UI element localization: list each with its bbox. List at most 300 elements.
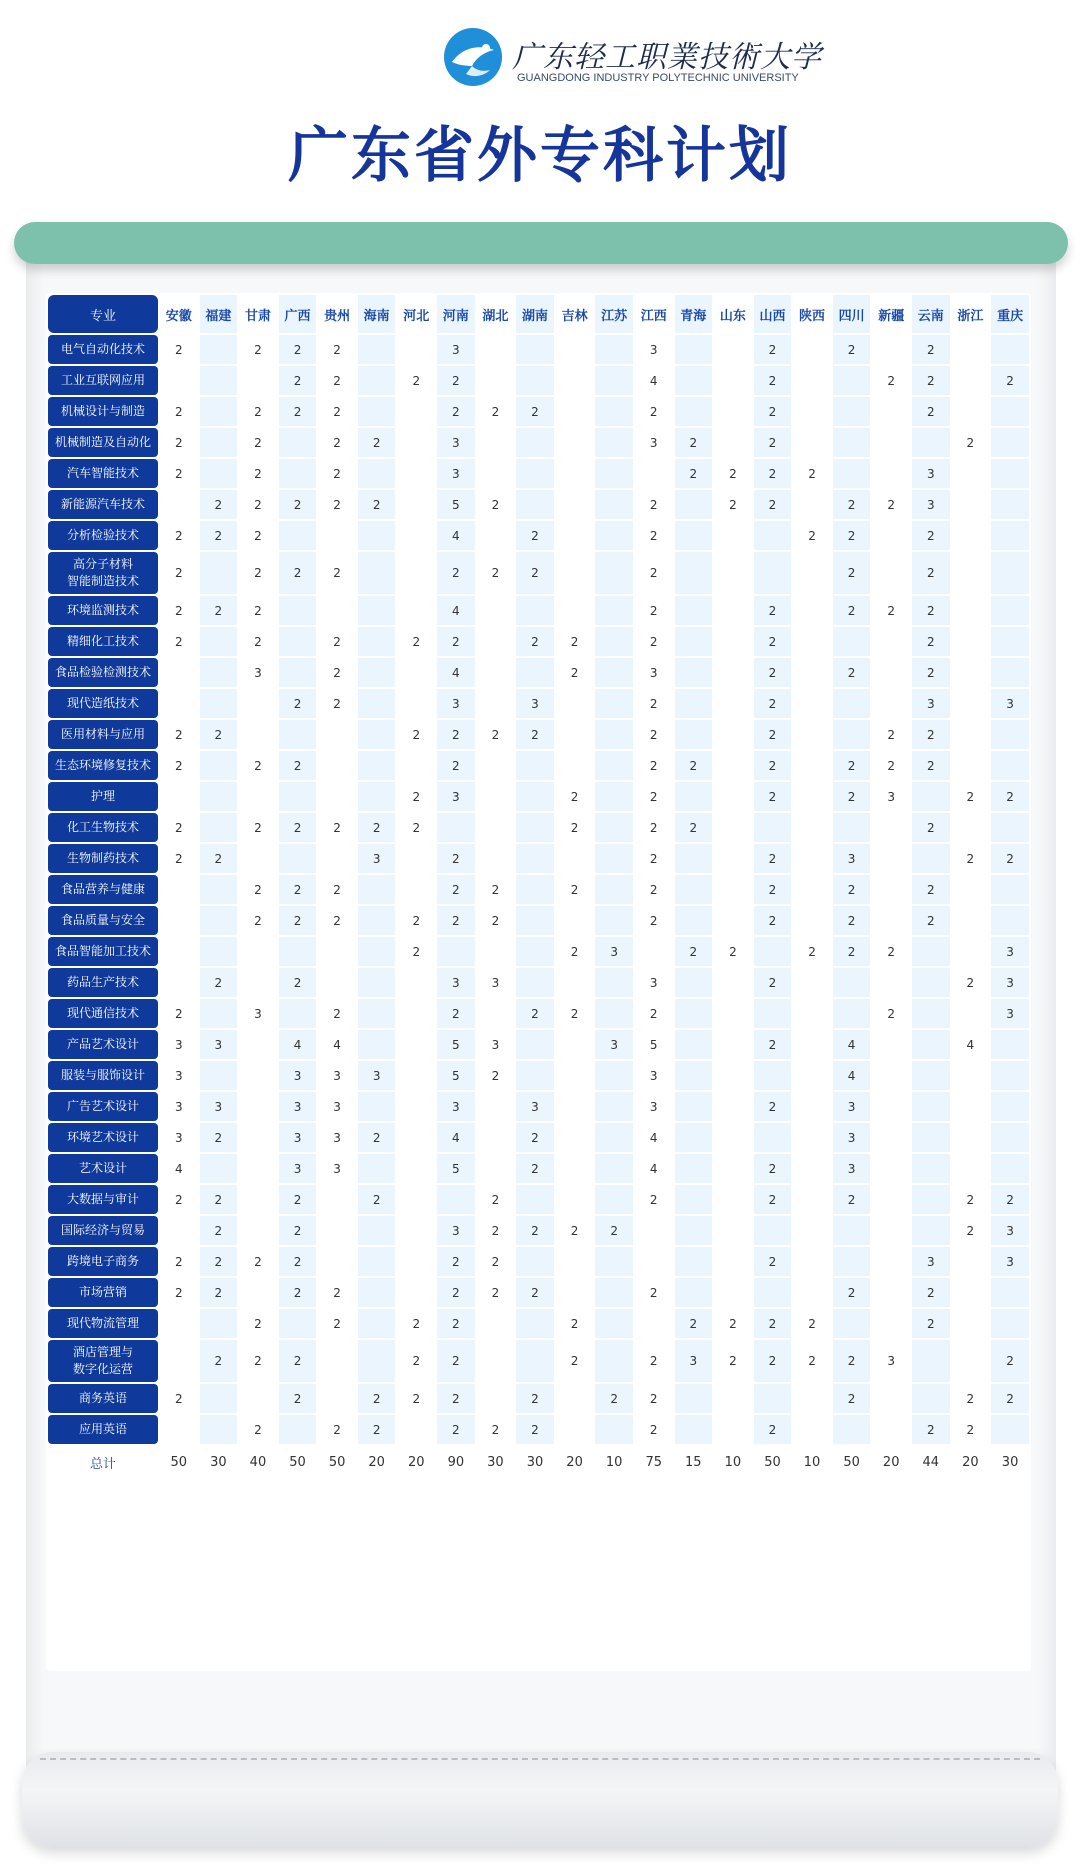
plan-count-cell [477,1092,515,1121]
plan-count-cell [991,1309,1029,1338]
plan-count-cell [754,521,792,550]
plan-count-cell: 2 [991,1340,1029,1382]
plan-count-cell [595,1278,633,1307]
total-cell: 20 [397,1446,435,1478]
province-column-header: 青海 [675,295,713,333]
plan-count-cell [714,875,752,904]
plan-count-cell [477,521,515,550]
plan-count-cell: 2 [556,658,594,687]
plan-count-cell [793,1247,831,1276]
plan-count-cell [595,689,633,718]
plan-count-cell [595,782,633,811]
plan-count-cell: 2 [833,521,871,550]
dove-logo-icon [442,26,504,88]
plan-count-cell [358,335,396,364]
plan-count-cell [200,813,238,842]
plan-count-cell [912,937,950,966]
plan-count-cell: 2 [952,1415,990,1444]
plan-count-cell [793,1123,831,1152]
plan-count-cell [714,782,752,811]
plan-count-cell [912,1384,950,1413]
plan-count-cell [397,999,435,1028]
plan-count-cell: 2 [833,751,871,780]
plan-count-cell [595,751,633,780]
plan-count-cell [318,751,356,780]
plan-count-cell [912,1061,950,1090]
plan-count-cell: 2 [279,552,317,594]
plan-count-cell: 2 [754,596,792,625]
plan-count-cell: 2 [477,552,515,594]
plan-count-cell: 2 [200,1216,238,1245]
plan-count-cell [675,1092,713,1121]
plan-count-cell [358,751,396,780]
plan-count-cell: 2 [437,751,475,780]
plan-count-cell [595,1154,633,1183]
plan-count-cell: 2 [754,968,792,997]
plan-count-cell: 2 [912,335,950,364]
plan-count-cell [477,782,515,811]
plan-count-cell [556,459,594,488]
plan-count-cell [714,627,752,656]
plan-count-cell [952,459,990,488]
plan-count-cell [279,720,317,749]
total-row [48,1446,1029,1478]
plan-count-cell [675,1185,713,1214]
plan-count-cell [912,1092,950,1121]
plan-count-cell: 4 [635,1154,673,1183]
plan-count-cell [952,1061,990,1090]
plan-count-cell [200,999,238,1028]
plan-count-cell [516,490,554,519]
plan-count-cell: 2 [754,1092,792,1121]
plan-count-cell: 2 [358,428,396,457]
plan-count-cell [358,1278,396,1307]
plan-count-cell [675,366,713,395]
plan-count-cell [912,1123,950,1152]
plan-count-cell [516,968,554,997]
plan-count-cell [991,521,1029,550]
plan-count-cell: 2 [912,813,950,842]
plan-count-cell [477,658,515,687]
plan-count-cell: 2 [912,397,950,426]
plan-count-cell: 2 [952,1185,990,1214]
plan-count-cell: 4 [833,1061,871,1090]
plan-count-cell: 2 [754,335,792,364]
plan-count-cell [477,689,515,718]
plan-count-cell: 2 [477,1247,515,1276]
plan-count-cell [833,813,871,842]
plan-count-cell: 2 [675,813,713,842]
table-row [48,1030,1029,1059]
table-row [48,813,1029,842]
total-cell: 20 [358,1446,396,1478]
plan-count-cell [714,720,752,749]
plan-count-cell [397,1154,435,1183]
plan-count-cell [754,813,792,842]
plan-count-cell: 2 [872,999,910,1028]
plan-count-cell [991,428,1029,457]
plan-count-cell [714,397,752,426]
plan-count-cell: 2 [160,1247,198,1276]
plan-count-cell: 2 [279,1278,317,1307]
major-name: 食品检验检测技术 [48,658,158,687]
plan-count-cell: 2 [200,1278,238,1307]
plan-count-cell: 2 [635,906,673,935]
plan-count-cell: 2 [833,596,871,625]
plan-count-cell [675,1061,713,1090]
plan-count-cell [952,1092,990,1121]
plan-count-cell [516,937,554,966]
plan-count-cell: 2 [318,1278,356,1307]
plan-count-cell [595,720,633,749]
plan-count-cell: 2 [160,459,198,488]
plan-count-cell [200,627,238,656]
plan-count-cell [477,459,515,488]
table-row [48,1092,1029,1121]
plan-count-cell: 2 [200,1123,238,1152]
plan-count-cell [714,366,752,395]
plan-count-cell [397,459,435,488]
plan-count-cell [556,1092,594,1121]
plan-count-cell [477,751,515,780]
plan-count-cell: 2 [160,999,198,1028]
major-name: 环境监测技术 [48,596,158,625]
plan-count-cell [595,1061,633,1090]
plan-count-cell [397,1123,435,1152]
plan-count-cell: 2 [516,1415,554,1444]
plan-count-cell [872,1061,910,1090]
plan-count-cell [675,627,713,656]
plan-count-cell [556,552,594,594]
plan-count-cell: 2 [279,906,317,935]
plan-count-cell [714,335,752,364]
plan-count-cell [279,999,317,1028]
province-column-header: 甘肃 [239,295,277,333]
plan-count-cell [358,1247,396,1276]
plan-count-cell: 2 [437,1415,475,1444]
plan-count-cell: 2 [397,937,435,966]
plan-count-cell: 2 [912,1415,950,1444]
total-cell: 10 [793,1446,831,1478]
plan-count-cell [516,1340,554,1382]
plan-count-cell [397,1216,435,1245]
plan-count-cell: 2 [872,751,910,780]
plan-count-cell: 3 [833,844,871,873]
plan-count-cell [952,720,990,749]
plan-count-cell: 2 [358,1415,396,1444]
plan-count-cell [714,1415,752,1444]
plan-count-cell: 2 [397,1340,435,1382]
plan-count-cell [991,658,1029,687]
plan-table-container [46,293,1031,1671]
total-cell: 90 [437,1446,475,1478]
plan-count-cell: 2 [279,1247,317,1276]
plan-count-cell [516,875,554,904]
plan-count-cell: 5 [437,490,475,519]
plan-count-cell [754,937,792,966]
plan-count-cell [714,1123,752,1152]
plan-count-cell [516,366,554,395]
plan-count-cell: 2 [754,844,792,873]
plan-count-cell [675,1154,713,1183]
plan-count-cell [200,397,238,426]
plan-count-cell: 2 [160,1278,198,1307]
plan-count-cell [952,490,990,519]
plan-count-cell: 2 [318,366,356,395]
plan-count-cell [793,782,831,811]
plan-count-cell [358,459,396,488]
plan-count-cell: 2 [516,1123,554,1152]
scroll-bottom-roller [22,1752,1058,1847]
major-name: 环境艺术设计 [48,1123,158,1152]
plan-count-cell [675,1216,713,1245]
plan-count-cell [991,1415,1029,1444]
plan-count-cell [200,906,238,935]
plan-count-cell: 2 [516,627,554,656]
major-name: 大数据与审计 [48,1185,158,1214]
plan-count-cell: 2 [318,999,356,1028]
plan-count-cell [200,875,238,904]
plan-count-cell [160,490,198,519]
plan-count-cell [239,1278,277,1307]
plan-count-cell: 2 [793,459,831,488]
plan-count-cell [793,335,831,364]
plan-count-cell [793,397,831,426]
plan-count-cell [991,1123,1029,1152]
plan-count-cell: 2 [239,1340,277,1382]
total-cell: 20 [556,1446,594,1478]
plan-count-cell [952,999,990,1028]
plan-count-cell [516,906,554,935]
plan-count-cell [872,552,910,594]
plan-count-cell: 3 [318,1154,356,1183]
scroll-top-roller [14,222,1068,264]
plan-count-cell [675,1123,713,1152]
plan-count-cell: 2 [397,627,435,656]
plan-count-cell [595,1340,633,1382]
plan-count-cell: 2 [912,906,950,935]
plan-count-cell: 2 [279,490,317,519]
plan-count-cell [793,658,831,687]
plan-count-cell: 3 [437,428,475,457]
plan-count-cell [912,844,950,873]
plan-count-cell: 5 [437,1030,475,1059]
plan-count-cell [872,1384,910,1413]
major-name: 新能源汽车技术 [48,490,158,519]
plan-count-cell: 3 [991,999,1029,1028]
plan-count-cell: 2 [477,1061,515,1090]
plan-count-cell [556,335,594,364]
plan-count-cell [833,459,871,488]
plan-count-cell [793,1384,831,1413]
plan-count-cell: 2 [279,335,317,364]
plan-count-cell: 2 [160,751,198,780]
plan-count-cell [279,1309,317,1338]
plan-count-cell [872,813,910,842]
plan-count-cell [516,813,554,842]
major-name: 现代通信技术 [48,999,158,1028]
plan-count-cell: 2 [160,813,198,842]
divider [40,1758,1040,1760]
plan-count-cell: 2 [635,627,673,656]
plan-count-cell: 2 [477,1216,515,1245]
plan-count-cell: 2 [437,397,475,426]
plan-count-cell: 3 [318,1092,356,1121]
major-name: 分析检验技术 [48,521,158,550]
plan-count-cell [714,1154,752,1183]
plan-count-cell [477,1340,515,1382]
plan-count-cell [675,1278,713,1307]
plan-count-cell: 2 [556,813,594,842]
plan-count-cell [833,366,871,395]
plan-count-cell [714,1216,752,1245]
plan-count-cell [397,428,435,457]
plan-count-cell [239,937,277,966]
major-name: 护理 [48,782,158,811]
plan-count-cell: 3 [635,1092,673,1121]
plan-count-cell: 2 [279,751,317,780]
plan-count-cell: 2 [437,1340,475,1382]
plan-count-cell: 2 [793,937,831,966]
plan-count-cell: 2 [714,937,752,966]
plan-count-cell: 2 [833,937,871,966]
plan-count-cell [595,397,633,426]
plan-count-cell [516,428,554,457]
plan-count-cell [200,335,238,364]
plan-count-cell: 2 [754,1154,792,1183]
plan-count-cell [754,552,792,594]
plan-count-cell: 2 [714,1340,752,1382]
province-column-header: 湖南 [516,295,554,333]
plan-count-cell: 2 [595,1216,633,1245]
plan-count-cell: 3 [991,689,1029,718]
plan-count-cell [239,1154,277,1183]
plan-count-cell: 2 [754,1340,792,1382]
plan-count-cell [318,1185,356,1214]
plan-count-cell [793,1185,831,1214]
plan-count-cell [952,875,990,904]
plan-count-cell: 2 [833,658,871,687]
plan-count-cell [318,968,356,997]
plan-count-cell [714,1384,752,1413]
plan-count-cell: 3 [516,689,554,718]
plan-count-cell: 2 [318,490,356,519]
plan-count-cell [279,459,317,488]
plan-count-cell [477,428,515,457]
plan-count-cell [714,428,752,457]
plan-count-cell: 2 [833,1185,871,1214]
plan-count-cell: 2 [833,1384,871,1413]
plan-count-cell [279,428,317,457]
plan-count-cell [635,1247,673,1276]
plan-count-cell [714,906,752,935]
province-column-header: 贵州 [318,295,356,333]
plan-count-cell [833,689,871,718]
plan-count-cell [872,428,910,457]
plan-count-cell [358,999,396,1028]
plan-count-cell: 2 [437,366,475,395]
plan-count-cell: 2 [833,335,871,364]
plan-count-cell: 3 [912,689,950,718]
province-column-header: 安徽 [160,295,198,333]
plan-count-cell: 4 [437,658,475,687]
plan-count-cell: 3 [516,1092,554,1121]
plan-count-cell: 3 [595,937,633,966]
plan-count-cell: 3 [912,459,950,488]
plan-count-cell: 3 [200,1092,238,1121]
plan-count-cell [516,782,554,811]
table-row [48,1216,1029,1245]
plan-count-cell [477,1154,515,1183]
page-title: 广东省外专科计划 [288,121,792,191]
plan-count-cell [358,1030,396,1059]
total-cell: 40 [239,1446,277,1478]
plan-count-cell [714,1278,752,1307]
plan-count-cell: 2 [239,596,277,625]
plan-count-cell [239,1061,277,1090]
plan-count-cell [595,428,633,457]
plan-count-cell: 3 [991,968,1029,997]
plan-count-cell [991,490,1029,519]
total-cell: 30 [516,1446,554,1478]
plan-count-cell: 4 [635,1123,673,1152]
table-row [48,1415,1029,1444]
plan-count-cell [239,1185,277,1214]
plan-count-cell: 2 [635,1278,673,1307]
plan-count-cell: 2 [912,875,950,904]
plan-count-cell: 2 [635,751,673,780]
total-cell: 10 [595,1446,633,1478]
plan-count-cell [160,1340,198,1382]
plan-count-cell: 2 [318,658,356,687]
major-name: 酒店管理与 数字化运营 [48,1340,158,1382]
plan-count-cell: 2 [516,1384,554,1413]
plan-count-cell [556,720,594,749]
plan-count-cell [872,906,910,935]
plan-count-cell: 2 [437,999,475,1028]
plan-count-cell: 2 [318,335,356,364]
plan-count-cell [279,937,317,966]
plan-count-cell [833,999,871,1028]
total-cell: 30 [477,1446,515,1478]
province-column-header: 新疆 [872,295,910,333]
plan-count-cell: 2 [912,521,950,550]
province-column-header: 广西 [279,295,317,333]
plan-count-cell: 3 [279,1061,317,1090]
plan-count-cell: 2 [239,397,277,426]
plan-count-cell: 2 [279,1216,317,1245]
plan-count-cell: 2 [239,1247,277,1276]
plan-count-cell [160,1415,198,1444]
plan-count-cell: 2 [912,1278,950,1307]
plan-count-cell [556,366,594,395]
plan-count-cell: 2 [516,397,554,426]
plan-count-cell [912,1185,950,1214]
plan-count-cell: 2 [793,1309,831,1338]
table-row [48,1340,1029,1382]
plan-count-cell [991,627,1029,656]
plan-count-cell [872,1309,910,1338]
plan-count-cell: 3 [160,1092,198,1121]
plan-count-cell [675,1030,713,1059]
plan-count-cell: 3 [635,968,673,997]
plan-count-cell [793,428,831,457]
plan-count-cell [477,937,515,966]
plan-count-cell: 2 [556,999,594,1028]
plan-count-cell [991,397,1029,426]
table-row [48,1123,1029,1152]
plan-count-cell: 2 [754,490,792,519]
